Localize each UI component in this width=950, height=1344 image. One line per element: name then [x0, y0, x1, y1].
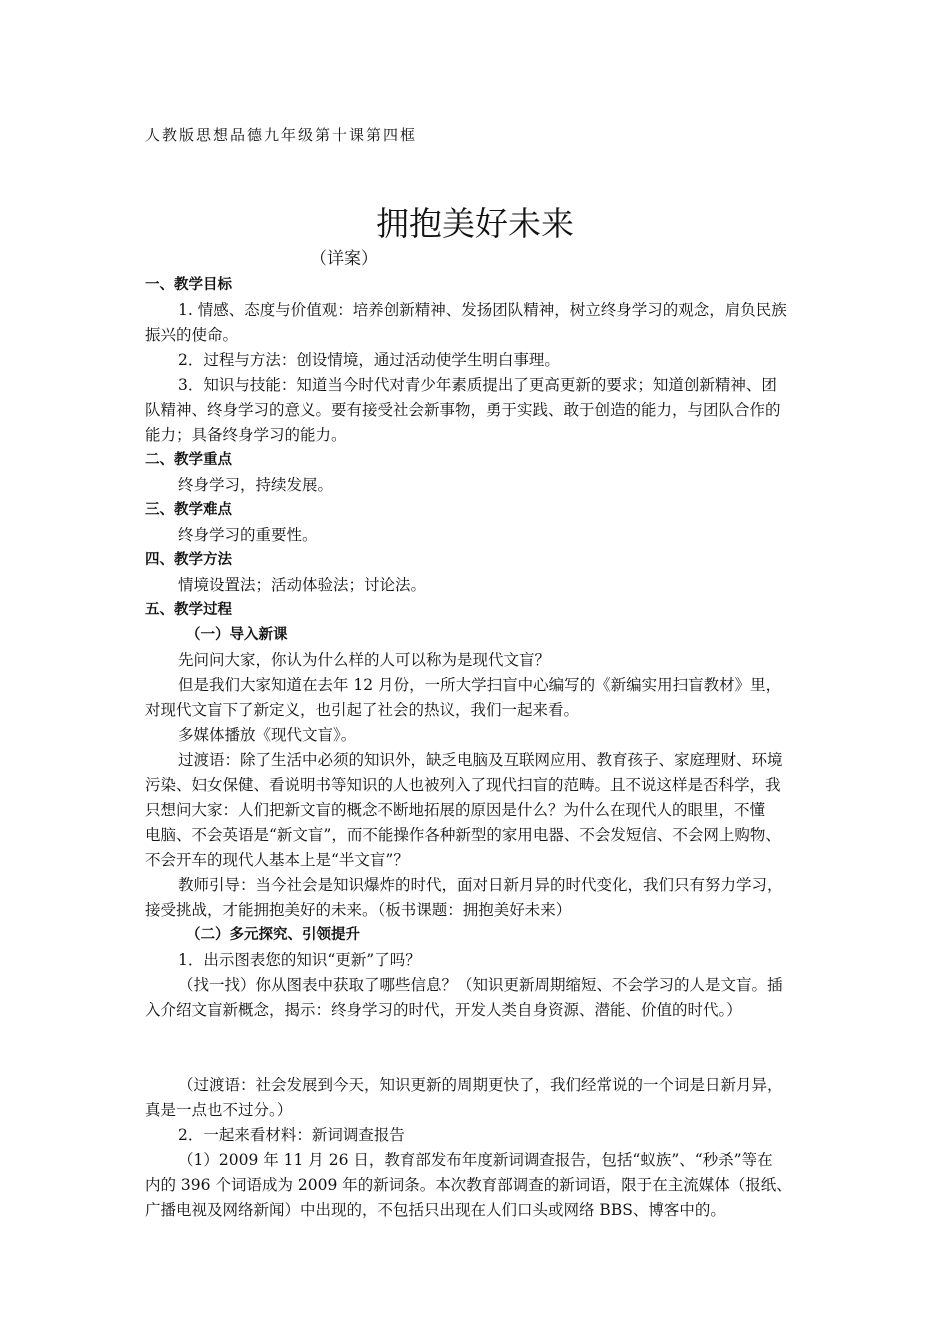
intro-paragraph-2-line-1: 但是我们大家知道在去年 12 月份，一所大学扫盲中心编写的《新编实用扫盲教材》里，: [178, 676, 782, 694]
section-heading-process: 五、教学过程: [145, 602, 232, 618]
section-heading-methods: 四、教学方法: [145, 552, 232, 568]
intro-paragraph-4-line-1: 过渡语：除了生活中必须的知识外，缺乏电脑及互联网应用、教育孩子、家庭理财、环境: [178, 751, 783, 769]
subsection-heading-intro: （一）导入新课: [186, 627, 288, 643]
intro-paragraph-5-line-2: 接受挑战，才能拥抱美好的未来。（板书课题：拥抱美好未来）: [145, 901, 572, 919]
key-text: 终身学习，持续发展。: [178, 476, 334, 494]
explore-item-2-text-line-2: 内的 396 个词语成为 2009 年的新词条。本次教育部调查的新词语，限于在主流媒体（报纸、: [145, 1176, 792, 1194]
section-heading-key: 二、教学重点: [145, 452, 232, 468]
explore-item-1: 1．出示图表您的知识“更新”了吗？: [178, 951, 421, 969]
document-subtitle: （详案）: [310, 249, 378, 269]
intro-paragraph-2-line-2: 对现代文盲下了新定义，也引起了社会的热议，我们一起来看。: [145, 701, 580, 719]
goal-item-3-line-3: 能力；具备终身学习的能力。: [145, 426, 347, 444]
explore-item-2: 2．一起来看材料：新词调查报告: [178, 1126, 405, 1144]
transition-line-2: 真是一点也不过分。）: [145, 1101, 293, 1119]
section-heading-goals: 一、教学目标: [145, 277, 232, 293]
intro-paragraph-4-line-2: 污染、妇女保健、看说明书等知识的人也被列入了现代扫盲的范畴。且不说这样是否科学，我: [145, 776, 781, 794]
goal-item-3-line-2: 队精神、终身学习的意义。要有接受社会新事物，勇于实践、敢于创造的能力，与团队合作的: [145, 401, 781, 419]
intro-paragraph-5-line-1: 教师引导：当今社会是知识爆炸的时代，面对日新月异的时代变化，我们只有努力学习，: [178, 876, 783, 894]
intro-paragraph-3: 多媒体播放《现代文盲》。: [178, 726, 357, 744]
explore-item-2-text-line-3: 广播电视及网络新闻）中出现的，不包括只出现在人们口头或网络 BBS、博客中的。: [145, 1201, 726, 1219]
subsection-heading-explore: （二）多元探究、引领提升: [186, 927, 360, 943]
explore-item-2-text-line-1: （1）2009 年 11 月 26 日，教育部发布年度新词调查报告，包括“蚁族”、“秒杀”等在: [178, 1151, 773, 1169]
intro-paragraph-4-line-5: 不会开车的现代人基本上是“半文盲”？: [145, 851, 409, 869]
difficulty-text: 终身学习的重要性。: [178, 526, 318, 544]
goal-item-1-line-2: 振兴的使命。: [145, 326, 239, 344]
intro-paragraph-4-line-3: 只想问大家：人们把新文盲的概念不断地拓展的原因是什么？为什么在现代人的眼里，不懂: [145, 801, 766, 819]
methods-text: 情境设置法；活动体验法；讨论法。: [178, 576, 427, 594]
document-title: 拥抱美好未来: [376, 204, 574, 243]
document-header: 人教版思想品德九年级第十课第四框: [145, 126, 418, 144]
section-heading-difficulty: 三、教学难点: [145, 502, 232, 518]
explore-item-1-answer-line-1: （找一找）你从图表中获取了哪些信息？（知识更新周期缩短、不会学习的人是文盲。插: [178, 976, 783, 994]
explore-item-1-answer-line-2: 入介绍文盲新概念，揭示：终身学习的时代，开发人类自身资源、潜能、价值的时代。）: [145, 1001, 742, 1019]
intro-paragraph-1: 先问问大家，你认为什么样的人可以称为是现代文盲？: [178, 651, 551, 669]
transition-line-1: （过渡语：社会发展到今天，知识更新的周期更快了，我们经常说的一个词是日新月异，: [178, 1076, 783, 1094]
goal-item-2: 2．过程与方法：创设情境，通过活动使学生明白事理。: [178, 351, 560, 369]
intro-paragraph-4-line-4: 电脑、不会英语是“新文盲”，而不能操作各种新型的家用电器、不会发短信、不会网上购物、: [145, 826, 781, 844]
goal-item-3-line-1: 3．知识与技能：知道当今时代对青少年素质提出了更高更新的要求；知道创新精神、团: [178, 376, 777, 394]
goal-item-1-line-1: 1. 情感、态度与价值观：培养创新精神、发扬团队精神，树立终身学习的观念，肩负民族: [178, 301, 787, 319]
